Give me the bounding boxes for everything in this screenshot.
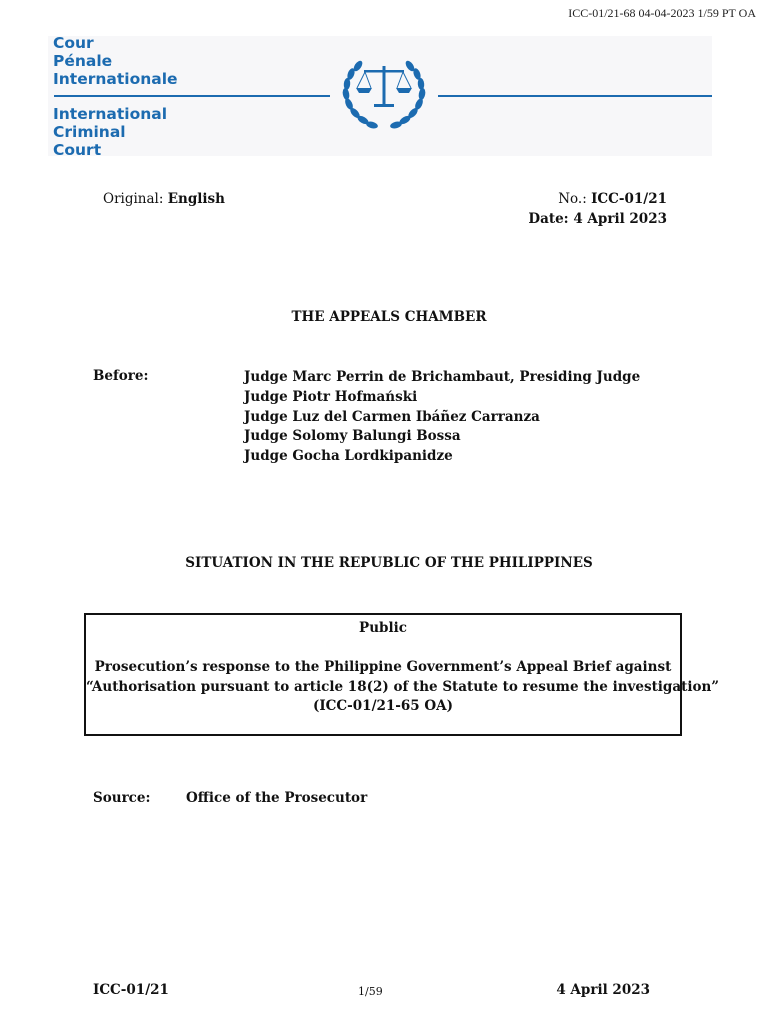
court-name-line: International [53, 105, 168, 123]
judge-name: Judge Marc Perrin de Brichambaut, Presiding Judge [244, 369, 641, 385]
document-title [86, 658, 720, 717]
judges-list [244, 368, 640, 467]
source-value: Office of the Prosecutor [186, 790, 368, 806]
letterhead-rule-left [54, 95, 330, 97]
footer-case-number: ICC-01/21 [93, 982, 169, 998]
document-date: Date: 4 April 2023 [528, 211, 667, 227]
judge-name: Judge Luz del Carmen Ibáñez Carranza [244, 408, 540, 425]
classification-label: Public [359, 620, 407, 636]
original-value: English [167, 191, 225, 207]
court-name-english [53, 105, 167, 159]
court-name-line: Criminal [53, 123, 126, 141]
footer-date: 4 April 2023 [556, 982, 650, 998]
document-title-line: (ICC-01/21-65 OA) [312, 698, 453, 714]
judge-name: Judge Piotr Hofmański [244, 388, 418, 405]
court-name-line: Internationale [53, 70, 178, 88]
court-name-line: Cour [53, 34, 94, 52]
before-label: Before: [93, 368, 149, 384]
scales-of-justice-laurel-emblem-icon [334, 46, 434, 136]
footer-page-number: 1/59 [358, 985, 383, 998]
court-name-line: Pénale [53, 52, 113, 70]
judge-name: Judge Gocha Lordkipanidze [244, 448, 453, 465]
source-label: Source: [93, 790, 151, 806]
situation-title: SITUATION IN THE REPUBLIC OF THE PHILIPPINES [185, 555, 593, 571]
original-label: Original: [103, 191, 164, 207]
case-number-label: No.: [558, 191, 587, 207]
case-number-value: ICC-01/21 [591, 191, 667, 207]
court-name-line: Court [53, 141, 102, 159]
document-stamp: ICC-01/21-68 04-04-2023 1/59 PT OA [568, 6, 756, 20]
document-title-line: “Authorisation pursuant to article 18(2) of the Statute to resume the investigation” [86, 678, 720, 695]
chamber-title: THE APPEALS CHAMBER [291, 309, 487, 325]
court-name-french [53, 34, 178, 88]
case-number [558, 191, 667, 207]
judge-name: Judge Solomy Balungi Bossa [244, 428, 461, 445]
document-title-box [84, 613, 720, 736]
original-language [103, 191, 225, 207]
letterhead-rule-right [438, 95, 712, 97]
document-title-line: Prosecution’s response to the Philippine Government’s Appeal Brief against [94, 659, 672, 675]
